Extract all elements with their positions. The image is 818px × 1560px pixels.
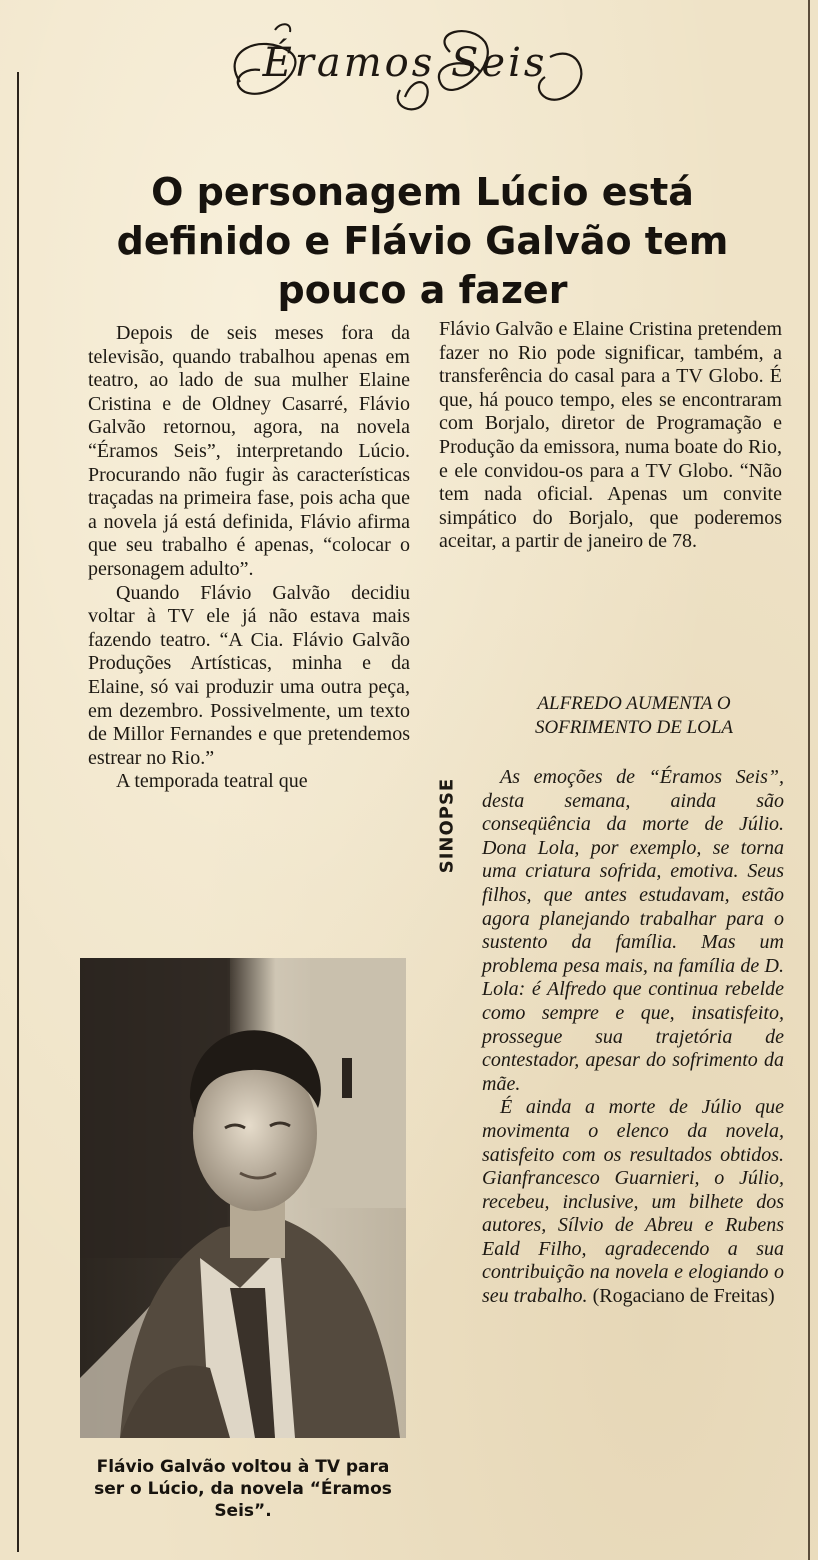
article-left-column: [88, 322, 410, 794]
synopsis-column: [482, 766, 784, 1309]
portrait-photo: [80, 958, 406, 1438]
article-right-column: [439, 318, 782, 554]
article-paragraph: Depois de seis meses fora da televisão, quando trabalhou apenas em teatro, ao lado de sua mulher Elaine Cristina e de Oldney Casarré, Flávio Galvão retornou, agora, na novela “Éramos Seis”, interpretando Lúcio. Procurando não fugir às características traçadas na primeira fase, pois acha que a novela já está definida, Flávio afirma que seu trabalho é apenas, “colocar o personagem adulto”.: [88, 322, 410, 580]
left-column-rule: [17, 72, 19, 1552]
synopsis-paragraph-text: É ainda a morte de Júlio que movimenta o elenco da novela, satisfeito com os resultados obtidos. Gianfrancesco Guarnieri, o Júlio, recebeu, inclusive, um bilhete dos autores, Sílvio de Abreu e Rubens Eald Filho, agradecendo a sua contribuição na novela e elogiando o seu trabalho.: [482, 1096, 784, 1308]
masthead-logo: [200, 12, 610, 122]
article-headline: O personagem Lúcio está definido e Flávio Galvão tem pouco a fazer: [116, 170, 729, 312]
synopsis-paragraph: As emoções de “Éramos Seis”, desta semana, ainda são conseqüência da morte de Júlio. Dona Lola, por exemplo, se torna uma criatura sofrida, emotiva. Seus filhos, que antes estudavam, estão agora planejando trabalhar para o sustento da família. Mas um problema pesa mais, na família de D. Lola: é Alfredo que continua rebelde como sempre e que, insatisfeito, prossegue sua trajetória de contestador, apesar do sofrimento da mãe.: [482, 766, 784, 1095]
masthead-title: Éramos Seis: [262, 40, 548, 86]
article-paragraph: Flávio Galvão e Elaine Cristina pretendem fazer no Rio pode significar, também, a transferência do casal para a TV Globo. É que, há pouco tempo, eles se encontraram com Borjalo, diretor de Programação e Produção da emissora, numa boate do Rio, e ele convidou-os para a TV Globo. “Não tem nada oficial. Apenas um convite simpático do Borjalo, que poderemos aceitar, a partir de janeiro de 78.: [439, 318, 782, 553]
synopsis-label-text: SINOPSE: [436, 777, 458, 874]
author-credit: (Rogaciano de Freitas): [592, 1285, 775, 1308]
synopsis-paragraph: [482, 1096, 784, 1308]
portrait-illustration: [80, 958, 406, 1438]
synopsis-subheading: ALFREDO AUMENTA O SOFRIMENTO DE LOLA: [534, 693, 734, 738]
synopsis-section-label: [432, 770, 462, 890]
article-paragraph: A temporada teatral que: [116, 770, 308, 793]
article-paragraph: Quando Flávio Galvão decidiu voltar à TV ele já não estava mais fazendo teatro. “A Cia. Flávio Galvão Produções Artísticas, minha e da Elaine, só vai produzir uma outra peça, em dezembro. Possivelmente, um texto de Millor Fernandes e que pretendemos estrear no Rio.”: [88, 581, 410, 769]
page-edge: [808, 0, 810, 1560]
photo-caption: Flávio Galvão voltou à TV para ser o Lúcio, da novela “Éramos Seis”.: [94, 1457, 392, 1521]
